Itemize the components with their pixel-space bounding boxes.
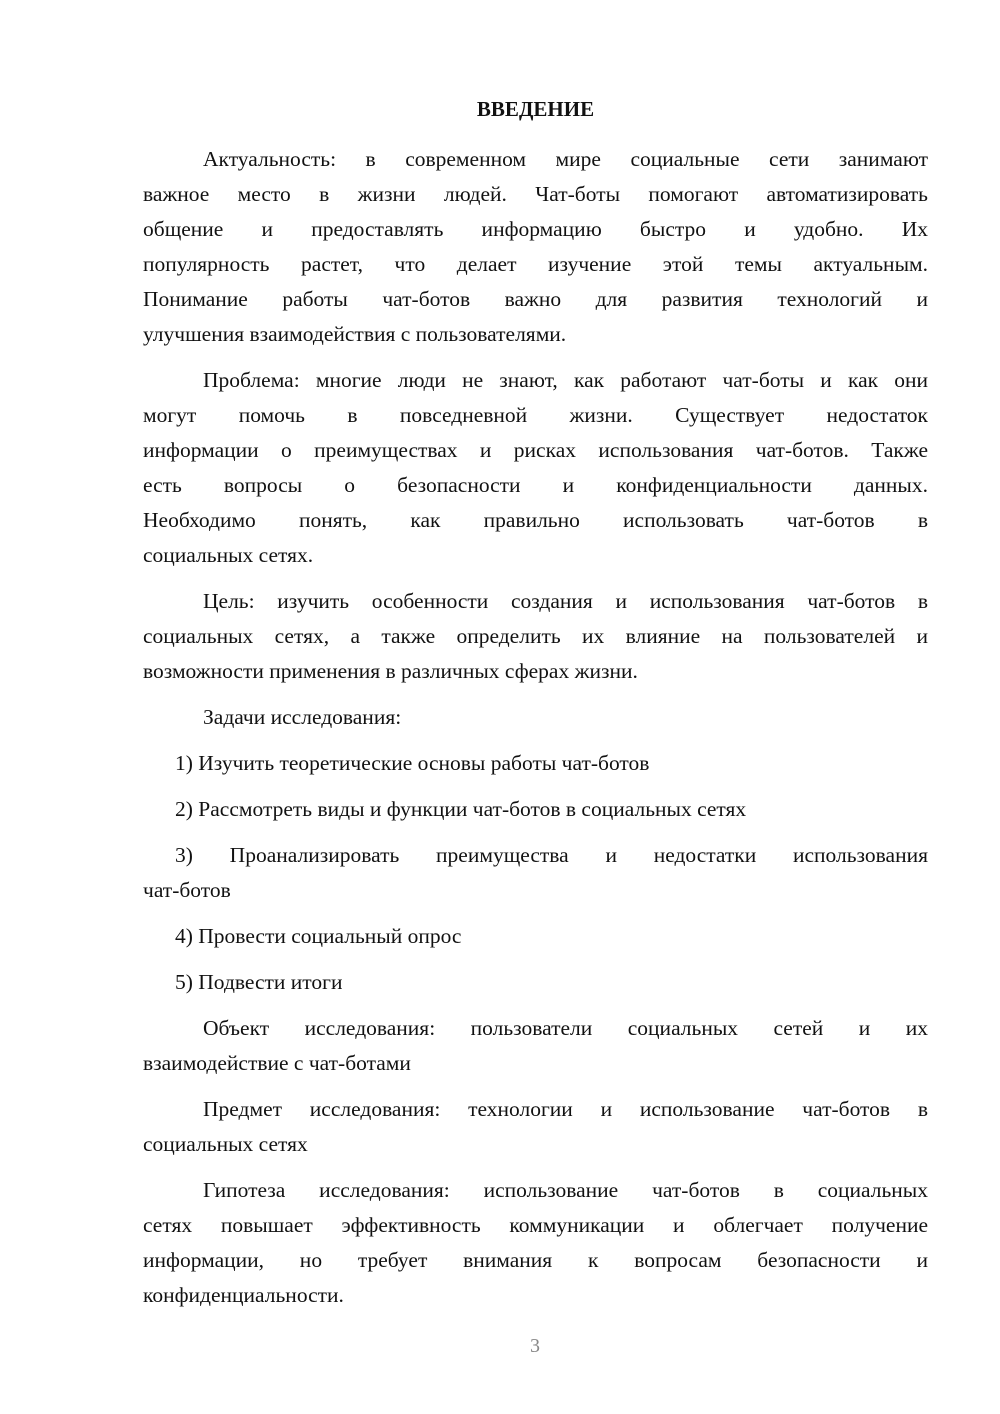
text-line: могут помочь в повседневной жизни. Существует недостаток xyxy=(143,403,928,427)
text-line: популярность растет, что делает изучение этой темы актуальным. xyxy=(143,252,928,276)
paragraph xyxy=(143,142,928,352)
text-line: есть вопросы о безопасности и конфиденциальности данных. xyxy=(143,473,928,497)
text-line: возможности применения в различных сферах жизни. xyxy=(143,659,638,683)
list-item xyxy=(143,746,928,781)
text-line: чат-ботов xyxy=(143,878,231,902)
text-line: Предмет исследования: технологии и использование чат-ботов в xyxy=(203,1097,928,1121)
text-line: Объект исследования: пользователи социальных сетей и их xyxy=(203,1016,928,1040)
section-title: ВВЕДЕНИЕ xyxy=(476,97,595,121)
text-line: социальных сетях xyxy=(143,1132,308,1156)
text-line: Актуальность: в современном мире социальные сети занимают xyxy=(203,147,928,171)
text-line: сетях повышает эффективность коммуникации и облегчает получение xyxy=(143,1213,928,1237)
text-line: информации, но требует внимания к вопросам безопасности и xyxy=(143,1248,928,1272)
text-line: Цель: изучить особенности создания и использования чат-ботов в xyxy=(203,589,928,613)
text-line: улучшения взаимодействия с пользователями. xyxy=(143,322,567,346)
text-line: важное место в жизни людей. Чат-боты помогают автоматизировать xyxy=(143,182,928,206)
page-number: 3 xyxy=(530,1335,540,1357)
paragraph xyxy=(143,363,928,573)
text-line: социальных сетях. xyxy=(143,543,314,567)
paragraph xyxy=(143,1092,928,1162)
text-line: конфиденциальности. xyxy=(143,1283,344,1307)
paragraph xyxy=(143,700,928,735)
list-item xyxy=(143,919,928,954)
text-line: взаимодействие с чат-ботами xyxy=(143,1051,411,1075)
text-line: информации о преимуществах и рисках использования чат-ботов. Также xyxy=(143,438,928,462)
paragraph xyxy=(143,1173,928,1313)
text-line: Проблема: многие люди не знают, как работают чат-боты и как они xyxy=(203,368,928,392)
text-line: Необходимо понять, как правильно использовать чат-ботов в xyxy=(143,508,928,532)
text-line: 2) Рассмотреть виды и функции чат-ботов в социальных сетях xyxy=(175,797,747,821)
text-line: Понимание работы чат-ботов важно для развития технологий и xyxy=(143,287,928,311)
text-line: 3) Проанализировать преимущества и недостатки использования xyxy=(175,843,928,867)
text-line: 1) Изучить теоретические основы работы чат-ботов xyxy=(175,751,650,775)
list-item xyxy=(143,838,928,908)
list-item xyxy=(143,792,928,827)
document-page xyxy=(143,92,928,1324)
text-line: социальных сетях, а также определить их влияние на пользователей и xyxy=(143,624,928,648)
paragraph xyxy=(143,1011,928,1081)
list-item xyxy=(143,965,928,1000)
text-line: Гипотеза исследования: использование чат-ботов в социальных xyxy=(203,1178,928,1202)
text-line: 4) Провести социальный опрос xyxy=(175,924,462,948)
paragraph xyxy=(143,584,928,689)
text-line: Задачи исследования: xyxy=(203,705,402,729)
text-line: 5) Подвести итоги xyxy=(175,970,343,994)
document-body xyxy=(143,142,928,1313)
text-line: общение и предоставлять информацию быстро и удобно. Их xyxy=(143,217,928,241)
